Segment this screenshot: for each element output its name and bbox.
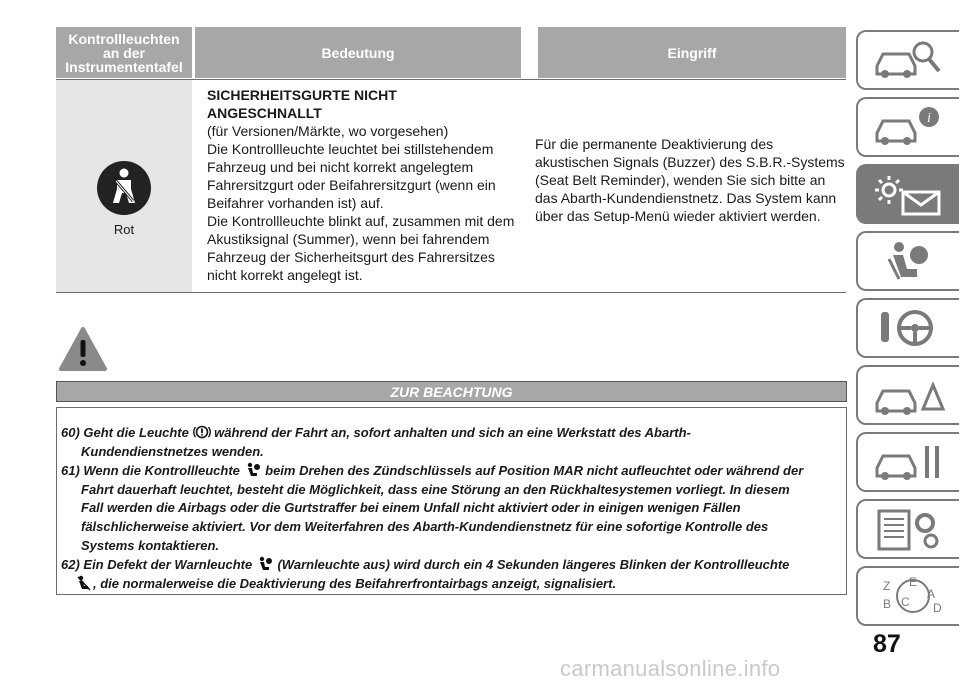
svg-text:Z: Z [882,579,890,593]
note-text-line [61,575,840,594]
warning-triangle-icon [58,326,108,372]
note-text: während der Fahrt an, sofort anhalten und sich an eine Werkstatt des Abarth- [214,425,691,440]
page-number: 87 [873,630,901,658]
nav-tab-safety[interactable] [856,231,959,291]
indicator-table [56,27,846,293]
action-line: (Seat Belt Reminder), wenden Sie sich bitte an [535,172,826,188]
table-row [56,79,846,293]
settings-list-icon [869,505,949,553]
steering-key-icon [869,304,949,352]
warning-title: ZUR BEACHTUNG [56,381,847,402]
exclamation-circle-icon [193,424,211,440]
note-text: beim Drehen des Zündschlüssels auf Position MAR nicht aufleuchtet oder während der [265,463,804,479]
car-breakdown-icon [869,371,949,419]
meaning-line: Akustiksignal (Summer), wenn bei fahrendem [207,231,490,247]
nav-tab-index[interactable] [856,566,959,626]
nav-tab-maintenance[interactable] [856,432,959,492]
svg-text:B: B [882,597,891,611]
airbag-icon [244,462,262,478]
warning-lights-mail-icon [869,170,949,218]
note-text: Fall werden die Airbags oder die Gurtstraffer bei einem Unfall nicht aktiviert oder in einigen wenigen Fällen [81,500,741,516]
action-cell [535,80,846,292]
passenger-airbag-off-icon [75,575,93,591]
note-60 [61,424,840,461]
car-search-icon [869,36,949,84]
meaning-line: Fahrersitzgurt oder Beifahrersitzgurt (wenn ein [207,177,496,193]
header-action: Eingriff [538,27,846,78]
svg-text:i: i [926,111,931,126]
meaning-cell [192,80,535,292]
note-text: fälschlicherweise aktiviert. Vor dem Weiterfahren des Abarth-Kundendienstnetz für eine sofortige Kontrolle des [81,518,769,534]
meaning-title-2: ANGESCHNALLT [207,105,322,121]
note-61 [61,462,840,555]
svg-text:D: D [932,601,942,615]
car-info-icon [869,103,949,151]
header-meaning: Bedeutung [195,27,538,78]
watermark: carmanualsonline.info [560,656,781,681]
svg-text:A: A [926,587,935,601]
nav-tab-car-info[interactable] [856,97,959,157]
svg-text:E: E [908,575,917,589]
nav-tab-car-search[interactable] [856,30,959,90]
lamp-color-label: Rot [113,222,135,237]
warning-notes [56,407,847,595]
seatbelt-warning-icon [96,160,152,216]
alphabet-index-icon [869,572,949,620]
meaning-line: (für Versionen/Märkte, wo vorgesehen) [207,123,449,139]
note-text: Kundendienstnetzes wenden. [81,443,264,459]
lamp-cell [56,80,192,292]
header-indicators-label: Kontrollleuchten an der Instrumententafel [65,30,183,75]
meaning-line: Beifahrer vorhanden ist) auf. [207,195,384,211]
svg-text:C: C [900,595,910,609]
note-text: Fahrt dauerhaft leuchtet, besteht die Möglichkeit, dass eine Störung an den Rückhaltesystemen vorliegt. In diesem [81,481,790,497]
meaning-line: Fahrzeug der Sicherheitsgurt des Fahrersitzes [207,249,495,265]
note-text: (Warnleuchte aus) wird durch ein 4 Sekunden längeres Blinken der Kontrollleuchte [277,557,790,573]
airbag-person-icon [869,237,949,285]
meaning-line: Fahrzeug und bei nicht korrekt angelegtem [207,159,474,175]
car-tools-icon [869,438,949,486]
note-text: , die normalerweise die Deaktivierung des Beifahrerfrontairbags anzeigt, signalisiert. [93,575,617,591]
note-62 [61,556,840,593]
airbag-icon [256,556,274,572]
note-text: 62) Ein Defekt der Warnleuchte [61,557,253,573]
table-header [56,27,846,78]
nav-tab-technical-data[interactable] [856,499,959,559]
action-line: akustischen Signals (Buzzer) des S.B.R.-Systems [535,154,845,170]
action-line: das Abarth-Kundendienstnetz. Das System kann [535,190,837,206]
meaning-line: nicht korrekt angelegt ist. [207,267,363,283]
nav-tab-emergency[interactable] [856,365,959,425]
note-text: 61) Wenn die Kontrollleuchte [61,463,240,479]
nav-tab-warning-lights[interactable] [856,164,959,224]
nav-tab-starting-driving[interactable] [856,298,959,358]
action-line: über das Setup-Menü wieder aktiviert werden. [535,208,821,224]
meaning-line: Die Kontrollleuchte leuchtet bei stillstehendem [207,141,494,157]
meaning-title-1: SICHERHEITSGURTE NICHT [207,87,397,103]
action-line: Für die permanente Deaktivierung des [535,136,774,152]
header-indicators [56,27,195,78]
note-text: Systems kontaktieren. [81,537,220,553]
note-text: 60) Geht die Leuchte [61,425,189,440]
meaning-line: Die Kontrollleuchte blinkt auf, zusammen mit dem [207,213,515,229]
